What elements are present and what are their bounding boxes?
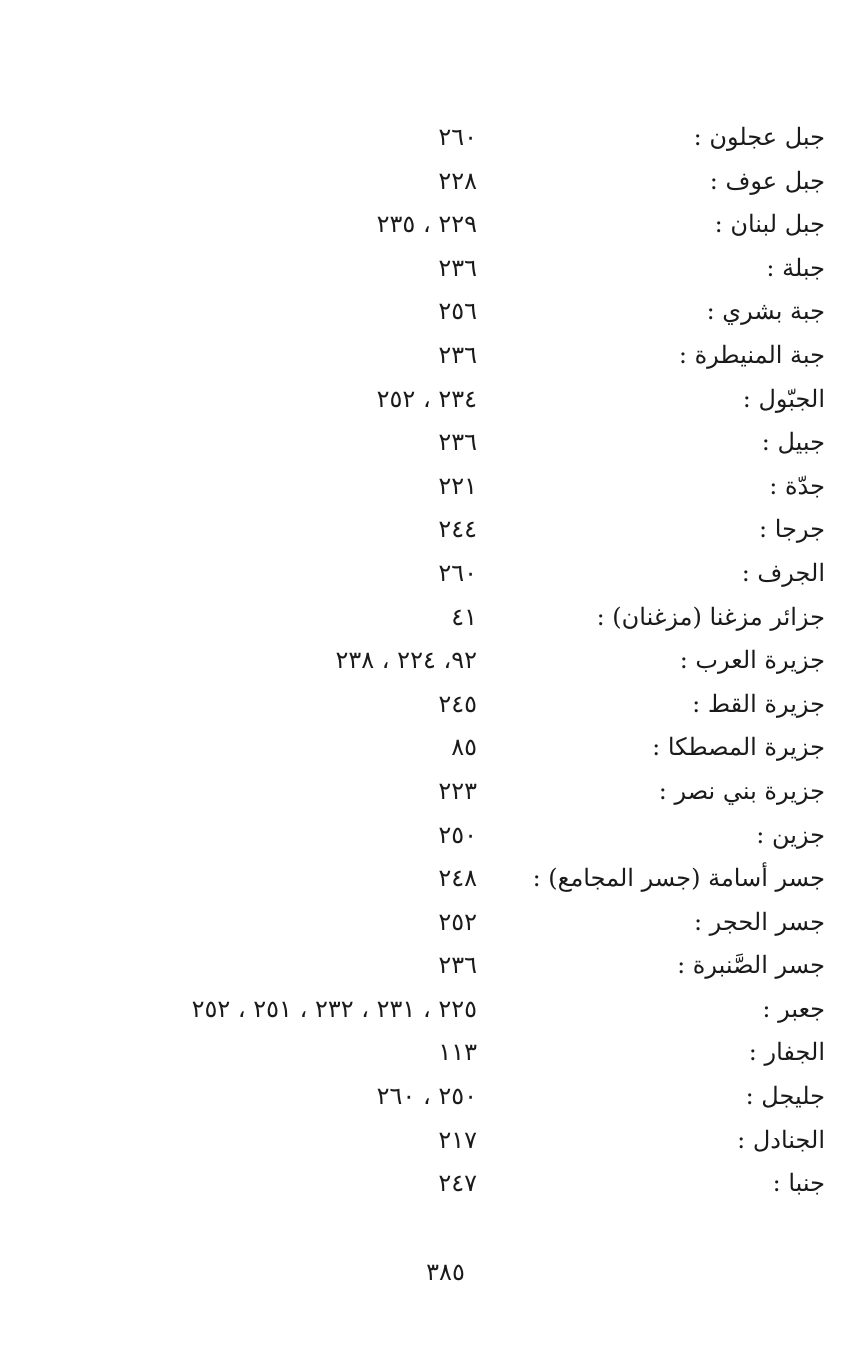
index-term: جزيرة المصطكا : xyxy=(652,733,825,762)
index-pages: ٢٤٤ xyxy=(438,515,477,544)
index-entry xyxy=(0,115,849,159)
index-pages: ٢٥٠ xyxy=(438,820,477,849)
index-pages: ٢٢٣ xyxy=(438,776,477,805)
index-term: جبيل : xyxy=(761,428,825,457)
index-term: جبل عوف : xyxy=(709,166,825,195)
index-term: الجبّول : xyxy=(742,384,825,413)
index-entry xyxy=(0,1118,849,1162)
index-entry xyxy=(0,507,849,551)
index-pages: ٢٢٨ xyxy=(438,166,477,195)
index-term: جزائر مزغنا (مزغنان) : xyxy=(596,602,825,631)
index-term: جبة بشري : xyxy=(706,297,825,326)
index-term: جرجا : xyxy=(759,515,825,544)
index-pages: ٢١٧ xyxy=(438,1125,477,1154)
index-pages: ٢٣٦ xyxy=(438,340,477,369)
index-term: جزيرة القط : xyxy=(692,689,825,718)
index-term: جزين : xyxy=(756,820,825,849)
index-pages: ٩٢، ٢٢٤ ، ٢٣٨ xyxy=(335,646,477,675)
index-term: جبل عجلون : xyxy=(693,123,825,151)
index-pages: ٢٤٨ xyxy=(438,864,477,893)
index-entry xyxy=(0,551,849,595)
index-term: جدّة : xyxy=(769,471,825,500)
index-entry xyxy=(0,246,849,290)
index-term: جسر الحجر : xyxy=(693,907,825,936)
index-entry xyxy=(0,1074,849,1118)
index-list xyxy=(0,115,849,1205)
index-entry xyxy=(0,856,849,900)
index-term: الجرف : xyxy=(741,558,825,587)
index-pages: ٢٥٠ ، ٢٦٠ xyxy=(376,1082,477,1111)
index-term: جسر الصَّنبرة : xyxy=(677,951,825,980)
index-term: جبة المنيطرة : xyxy=(678,340,825,369)
index-term: جزيرة العرب : xyxy=(679,646,825,675)
index-entry xyxy=(0,638,849,682)
index-pages: ٢٤٧ xyxy=(438,1169,477,1198)
index-pages: ٢٢٩ ، ٢٣٥ xyxy=(376,210,477,239)
index-pages: ٢٣٦ xyxy=(438,428,477,457)
index-entry xyxy=(0,377,849,421)
page-number: ٣٨٥ xyxy=(426,1258,465,1286)
index-entry xyxy=(0,1161,849,1205)
index-entry xyxy=(0,725,849,769)
index-entry xyxy=(0,159,849,203)
index-pages: ٢٥٢ xyxy=(438,907,477,936)
index-term: جليجل : xyxy=(745,1082,825,1111)
index-term: جنبا : xyxy=(772,1169,825,1198)
index-pages: ٢٣٦ xyxy=(438,253,477,282)
index-term: الجنادل : xyxy=(737,1125,825,1154)
index-pages: ٢٣٦ xyxy=(438,951,477,980)
index-entry xyxy=(0,769,849,813)
index-pages: ١١٣ xyxy=(438,1038,477,1067)
index-pages: ٢٦٠ xyxy=(438,558,477,587)
index-term: جبلة : xyxy=(766,253,825,282)
index-pages: ٢٥٦ xyxy=(438,297,477,326)
index-entry xyxy=(0,900,849,944)
index-entry xyxy=(0,420,849,464)
index-entry xyxy=(0,289,849,333)
index-pages: ٢٢١ xyxy=(438,471,477,500)
index-pages: ٢٦٠ xyxy=(438,123,477,151)
index-entry xyxy=(0,464,849,508)
index-term: جبل لبنان : xyxy=(714,210,825,239)
index-pages: ٨٥ xyxy=(451,733,477,762)
index-entry xyxy=(0,202,849,246)
index-term: الجفار : xyxy=(748,1038,825,1067)
index-entry xyxy=(0,333,849,377)
index-pages: ٢٤٥ xyxy=(438,689,477,718)
index-pages: ٤١ xyxy=(451,602,477,631)
index-term: جزيرة بني نصر : xyxy=(658,776,825,805)
index-entry xyxy=(0,1030,849,1074)
index-entry xyxy=(0,987,849,1031)
index-entry xyxy=(0,943,849,987)
index-pages: ٢٣٤ ، ٢٥٢ xyxy=(376,384,477,413)
index-entry xyxy=(0,813,849,857)
index-term: جعبر : xyxy=(762,994,825,1023)
index-entry xyxy=(0,682,849,726)
index-entry xyxy=(0,595,849,639)
index-term: جسر أسامة (جسر المجامع) : xyxy=(532,864,825,893)
index-pages: ٢٢٥ ، ٢٣١ ، ٢٣٢ ، ٢٥١ ، ٢٥٢ xyxy=(191,994,477,1023)
